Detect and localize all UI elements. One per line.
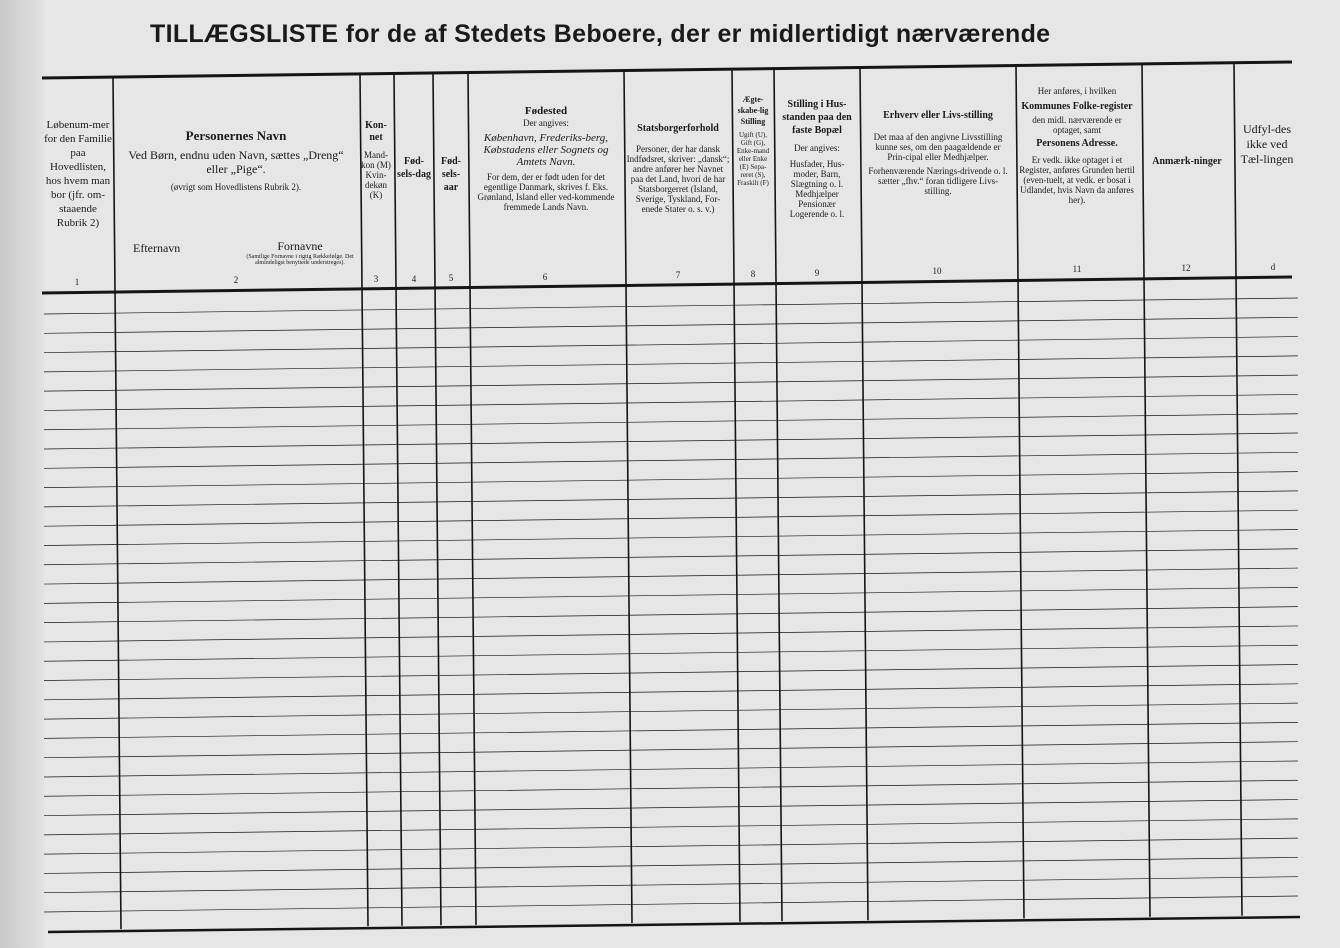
row-line: [44, 626, 1298, 642]
col6-number: 6: [542, 272, 548, 282]
col3-title: Kon-net: [365, 120, 387, 143]
col9-body2: Husfader, Hus-moder, Barn, Slægtning o. l. Medhjælper Pensionær Logerende o. l.: [789, 159, 845, 219]
column-divider-11: [1142, 64, 1150, 917]
col11-pre: Her anføres, i hvilken: [1037, 86, 1117, 96]
row-line: [44, 857, 1298, 873]
col11-sub: Personens Adresse.: [1036, 138, 1118, 149]
row-line: [44, 819, 1298, 835]
col10-number: 10: [932, 266, 942, 276]
col13-body: Udfyl-des ikke ved Tæl-lingen: [1240, 122, 1294, 166]
col5-number: 5: [448, 273, 454, 283]
row-line: [44, 375, 1298, 391]
col1-header: [44, 118, 112, 230]
row-line: [44, 356, 1298, 372]
col12-number: 12: [1181, 263, 1191, 273]
row-line: [44, 317, 1298, 333]
row-line: [44, 472, 1298, 488]
bottom-rule: [48, 917, 1300, 932]
col6-body: Der angives:: [523, 118, 569, 128]
col4-number: 4: [411, 274, 417, 284]
col2-title: Personernes Navn: [185, 128, 287, 143]
col11-body: den midl. nærværende er optaget, samt: [1032, 115, 1122, 135]
column-divider-4: [433, 73, 441, 925]
col2-body: Ved Børn, endnu uden Navn, sættes „Dreng“ eller „Pige“.: [128, 148, 344, 176]
column-divider-3: [394, 73, 402, 925]
col2-body2: (øvrigt som Hovedlistens Rubrik 2).: [170, 182, 302, 192]
row-line: [44, 780, 1298, 796]
col10-header: [866, 108, 1010, 196]
col7-body: Personer, der har dansk Indfødsret, skriver: „dansk“; andre anfører her Navnet paa det Land, hvori de har Statsborgerret (Island, Sverige, Tyskland, For-enede Stater o. s. v.): [626, 144, 730, 214]
col9-title: Stilling i Hus-standen paa den faste Bopæl: [782, 99, 852, 136]
row-line: [44, 665, 1298, 681]
row-line: [44, 645, 1298, 661]
row-line: [44, 394, 1298, 410]
column-divider-7: [732, 69, 740, 922]
col2-sub-left: Efternavn: [133, 241, 181, 255]
col2-tiny: (Samtlige Fornavne i rigtig Rækkefølge. Det almindeligst benyttede understreges).: [246, 254, 354, 266]
col12-title: Anmærk-ninger: [1152, 156, 1222, 167]
col5-header: [435, 155, 467, 194]
col11-title: Kommunes Folke-register: [1021, 101, 1133, 112]
row-line: [44, 298, 1298, 314]
col6-body2: København, Frederiks-berg, Købstadens eller Sognets og Amtets Navn.: [483, 132, 609, 168]
col12-header: [1146, 155, 1228, 168]
row-line: [44, 742, 1298, 758]
col6-title: Fødested: [524, 105, 568, 117]
top-rule: [42, 62, 1292, 78]
col10-body: Det maa af den angivne Livsstilling kunne ses, om den paagældende er Prin-cipal eller Medhjælper.: [873, 132, 1003, 162]
col2-sub-right-block: [240, 239, 360, 266]
col13-number: d: [1270, 262, 1276, 272]
row-line: [44, 703, 1298, 719]
col3-number: 3: [373, 274, 379, 284]
col4-title: Fød-sels-dag: [397, 156, 431, 180]
col2-number: 2: [233, 275, 239, 285]
column-divider-1: [113, 77, 121, 929]
col10-body2: Forhenværende Nærings-drivende o. l. sætter „fhv.“ foran tidligere Livs-stilling.: [868, 166, 1008, 196]
col9-body: Der angives:: [794, 143, 840, 153]
col6-body3: For dem, der er født uden for det egentlige Danmark, skrives f. Eks. Grønland, Island eller ved-kommende fremmede Lands Navn.: [477, 172, 615, 212]
col2-header: [118, 128, 354, 192]
col1-body: Løbenum-mer for den Familie paa Hovedlisten, hos hvem man bor (jfr. om-staaende Rubrik 2): [44, 119, 112, 229]
row-line: [44, 529, 1298, 545]
col8-header: [734, 94, 772, 187]
col3-body: Mand-kon (M) Kvin-dekøn (K): [361, 150, 391, 200]
col3-header: [361, 120, 391, 200]
col6-header: [472, 104, 620, 212]
title-rest: for de af Stedets Beboere, der er: [345, 20, 742, 48]
col9-number: 9: [814, 268, 820, 278]
row-line: [44, 684, 1298, 700]
col7-number: 7: [675, 270, 681, 280]
row-line: [44, 722, 1298, 738]
row-line: [44, 877, 1298, 893]
col10-title: Erhverv eller Livs-stilling: [883, 110, 993, 121]
col8-body: Ugift (U), Gift (G), Enke-mand eller Enke (E) Sepa-reret (S), Fraskilt (F): [736, 131, 770, 187]
title-main: TILLÆGSLISTE: [150, 20, 339, 48]
col8-number: 8: [750, 269, 756, 279]
row-line: [44, 607, 1298, 623]
col2-sub-right: Fornavne: [277, 239, 323, 253]
col1-number: 1: [74, 277, 80, 287]
row-line: [44, 568, 1298, 584]
row-line: [44, 414, 1298, 430]
col8-title: Ægte-skabe-lig Stilling: [737, 95, 769, 126]
title-end: midlertidigt nærværende: [748, 20, 1051, 48]
row-line: [44, 549, 1298, 565]
column-divider-12: [1234, 63, 1242, 916]
row-line: [44, 433, 1298, 449]
col7-title: Statsborgerforhold: [637, 123, 719, 134]
row-line: [44, 587, 1298, 603]
col9-header: [778, 98, 856, 219]
col7-header: [626, 122, 730, 214]
col11-number: 11: [1072, 264, 1082, 274]
row-line: [44, 800, 1298, 816]
row-line: [44, 491, 1298, 507]
row-line: [44, 838, 1298, 854]
col5-title: Fød-sels-aar: [441, 156, 461, 193]
col4-header: [396, 155, 432, 181]
column-divider-2: [360, 74, 368, 926]
col11-body2: Er vedk. ikke optaget i et Register, anføres Grunden hertil (even-tuelt, at vedk. er bosat i Udlandet, hvis Navn da anføres her).: [1019, 155, 1135, 205]
row-line: [44, 337, 1298, 353]
col13-header: [1238, 122, 1296, 167]
row-line: [44, 510, 1298, 526]
row-line: [44, 452, 1298, 468]
col11-header: [1018, 86, 1136, 205]
row-line: [44, 896, 1298, 912]
row-line: [44, 761, 1298, 777]
